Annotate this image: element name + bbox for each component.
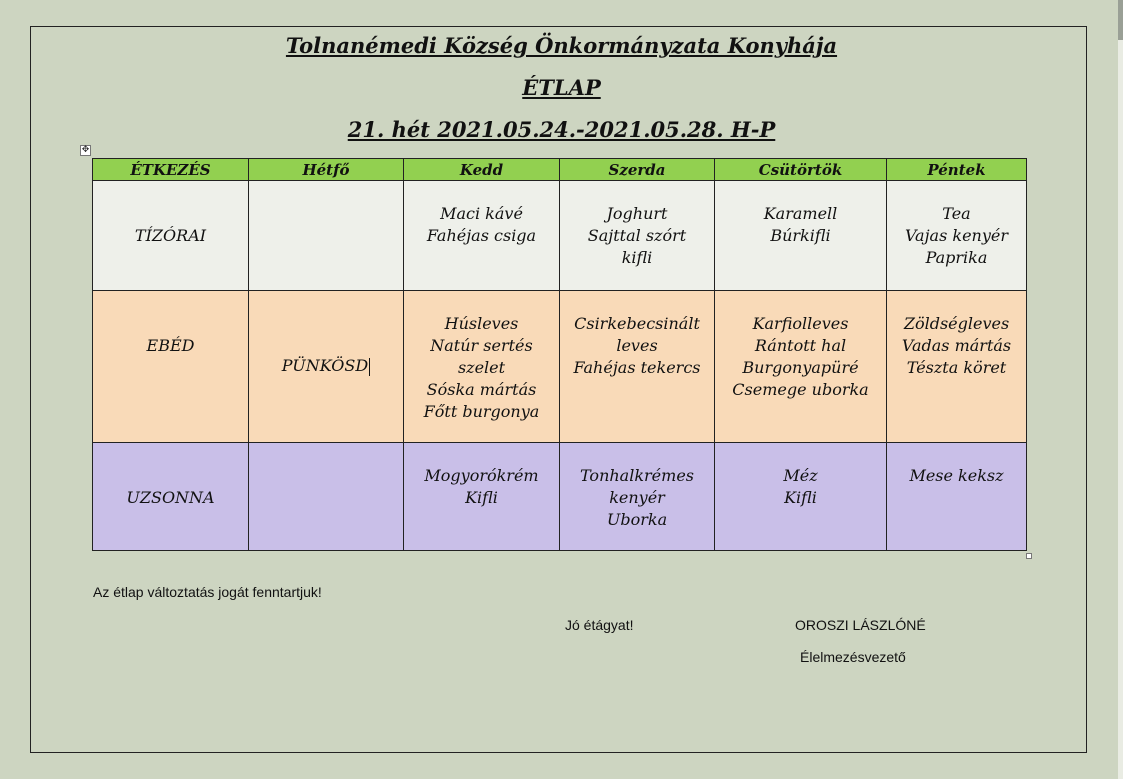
- menu-cell-kedd: [404, 291, 560, 443]
- menu-cell-szerda: [560, 291, 715, 443]
- menu-item: Uborka: [606, 510, 668, 529]
- menu-cell-csutortok: [715, 443, 887, 551]
- text-cursor: [369, 358, 370, 376]
- menu-item: Húsleves: [444, 314, 519, 333]
- menu-item: Joghurt: [606, 204, 668, 223]
- menu-cell-pentek: [887, 443, 1027, 551]
- signer-name: OROSZI LÁSZLÓNÉ: [795, 617, 926, 633]
- menu-item: Tonhalkrémes: [580, 466, 694, 485]
- greeting-text: Jó étágyat!: [565, 617, 634, 633]
- menu-item: Mogyorókrém: [424, 466, 539, 485]
- column-header-szerda: Szerda: [560, 159, 715, 181]
- menu-item: Búrkifli: [770, 226, 831, 245]
- menu-cell-pentek: [887, 181, 1027, 291]
- holiday-text: PÜNKÖSD: [281, 356, 369, 375]
- menu-cell-szerda: [560, 181, 715, 291]
- signer-title: Élelmezésvezető: [800, 649, 906, 665]
- meal-label: TÍZÓRAI: [134, 226, 207, 245]
- change-notice: Az étlap változtatás jogát fenntartjuk!: [93, 584, 322, 600]
- menu-cell-szerda: [560, 443, 715, 551]
- menu-cell-kedd: [404, 443, 560, 551]
- menu-item: Maci kávé: [440, 204, 523, 223]
- menu-item: Mese keksz: [909, 466, 1004, 485]
- menu-cell-kedd: [404, 181, 560, 291]
- move-arrows-icon[interactable]: ✥: [81, 145, 90, 155]
- menu-item: Fahéjas tekercs: [573, 358, 701, 377]
- menu-item: Kifli: [465, 488, 498, 507]
- menu-item: Csemege uborka: [732, 380, 869, 399]
- table-row-tizorai: [93, 181, 1027, 291]
- menu-item: Csirkebecsinált: [574, 314, 700, 333]
- menu-table: [92, 158, 1027, 551]
- column-header-csutortok: Csütörtök: [715, 159, 887, 181]
- column-header-pentek: Péntek: [887, 159, 1027, 181]
- menu-item: Tészta köret: [906, 358, 1007, 377]
- menu-item: kenyér: [609, 488, 665, 507]
- meal-label-cell: [93, 181, 249, 291]
- table-row-uzsonna: [93, 443, 1027, 551]
- page-subtitle: ÉTLAP: [522, 75, 601, 100]
- menu-cell-hetfo: [249, 443, 404, 551]
- page-title: Tolnanémedi Község Önkormányzata Konyhája: [285, 33, 838, 58]
- meal-label-cell: [93, 291, 249, 443]
- menu-item: Natúr sertés: [430, 336, 533, 355]
- menu-item: Kifli: [784, 488, 817, 507]
- menu-item: Főtt burgonya: [423, 402, 540, 421]
- column-header-hetfo: Hétfő: [249, 159, 404, 181]
- menu-item: Sóska mártás: [426, 380, 537, 399]
- meal-label-cell: [93, 443, 249, 551]
- meal-label: EBÉD: [146, 336, 195, 355]
- menu-item: Rántott hal: [754, 336, 847, 355]
- menu-item: Paprika: [925, 248, 988, 267]
- menu-cell-csutortok: [715, 181, 887, 291]
- table-resize-handle[interactable]: [1026, 553, 1032, 559]
- menu-item: Karamell: [763, 204, 838, 223]
- menu-cell-hetfo[interactable]: [249, 291, 404, 443]
- menu-item: Fahéjas csiga: [426, 226, 537, 245]
- menu-item: Zöldségleves: [903, 314, 1010, 333]
- menu-item: Tea: [942, 204, 971, 223]
- table-row-ebed: [93, 291, 1027, 443]
- menu-item: kifli: [621, 248, 653, 267]
- column-header-etkezes: ÉTKEZÉS: [93, 159, 249, 181]
- menu-item: Karfiolleves: [752, 314, 849, 333]
- menu-item: Méz: [783, 466, 818, 485]
- menu-item: Burgonyapüré: [742, 358, 859, 377]
- menu-item: szelet: [457, 358, 506, 377]
- menu-cell-hetfo: [249, 181, 404, 291]
- menu-item: Vadas mártás: [901, 336, 1012, 355]
- header-row: [93, 159, 1027, 181]
- menu-item: Sajttal szórt: [587, 226, 687, 245]
- meal-label: UZSONNA: [126, 488, 215, 507]
- menu-cell-pentek: [887, 291, 1027, 443]
- menu-item: leves: [616, 336, 658, 355]
- week-range: 21. hét 2021.05.24.-2021.05.28. H-P: [347, 117, 776, 142]
- column-header-kedd: Kedd: [404, 159, 560, 181]
- menu-cell-csutortok: [715, 291, 887, 443]
- menu-item: Vajas kenyér: [904, 226, 1009, 245]
